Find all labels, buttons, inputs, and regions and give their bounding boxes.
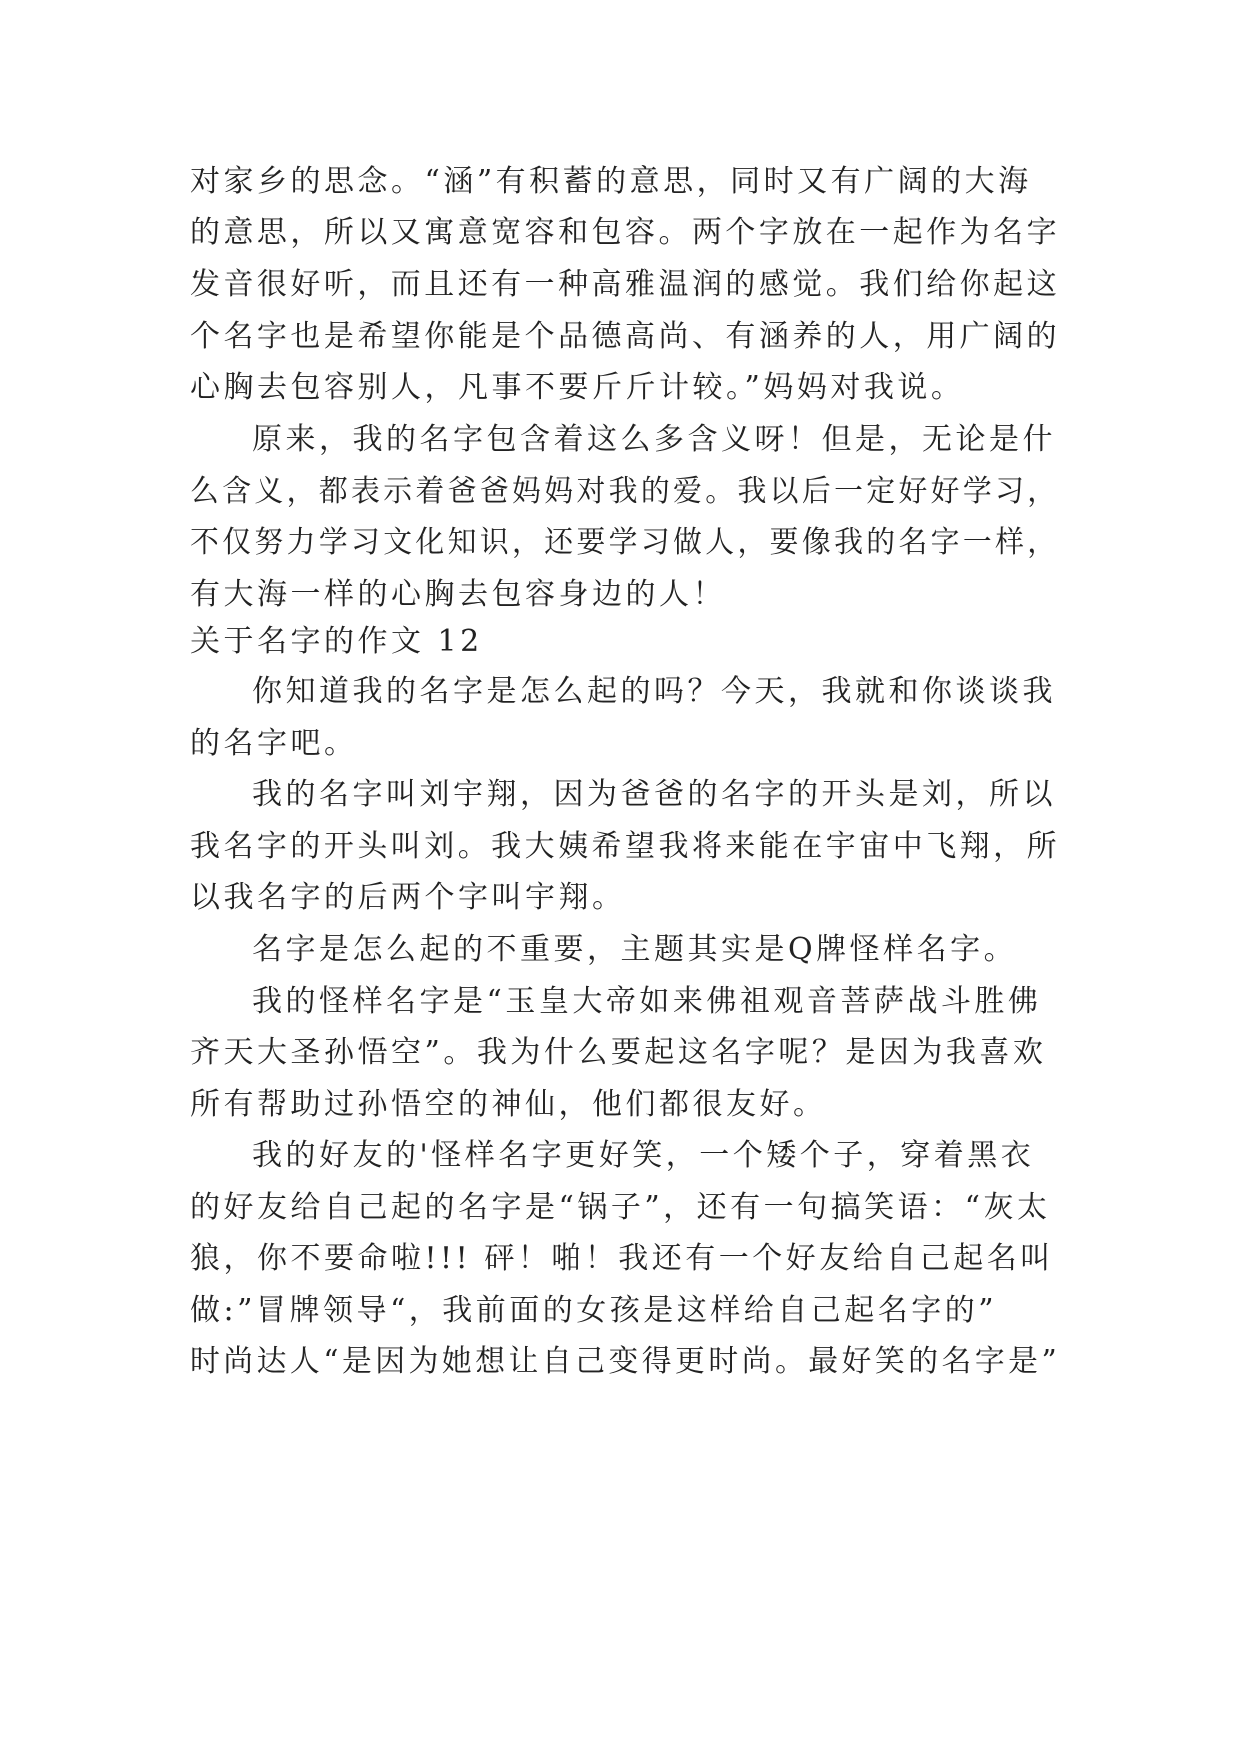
text-line: 时尚达人“是因为她想让自己变得更时尚。最好笑的名字是”	[190, 1344, 1061, 1379]
text-line: 狼，你不要命啦!!! 砰！啪！我还有一个好友给自己起名叫	[190, 1241, 1054, 1276]
text-line: 心胸去包容别人，凡事不要斤斤计较。”妈妈对我说。	[190, 370, 965, 405]
paragraph-first-line: 名字是怎么起的不重要，主题其实是Q牌怪样名字。	[252, 932, 1018, 967]
text-line: 齐天大圣孙悟空”。我为什么要起这名字呢？是因为我喜欢	[190, 1035, 1047, 1070]
text-line: 我名字的开头叫刘。我大姨希望我将来能在宇宙中飞翔，所	[190, 829, 1061, 864]
text-line: 不仅努力学习文化知识，还要学习做人，要像我的名字一样，	[190, 525, 1060, 560]
text-line: 的意思，所以又寓意宽容和包容。两个字放在一起作为名字	[190, 215, 1061, 250]
paragraph-first-line: 我的好友的'怪样名字更好笑，一个矮个子，穿着黑衣	[252, 1138, 1035, 1173]
text-line: 的名字吧。	[190, 726, 358, 761]
text-line: 发音很好听，而且还有一种高雅温润的感觉。我们给你起这	[190, 267, 1061, 302]
text-line: 所有帮助过孙悟空的神仙，他们都很友好。	[190, 1087, 827, 1122]
text-line: 做:”冒牌领导“，我前面的女孩是这样给自己起名字的”	[190, 1293, 998, 1328]
text-line: 以我名字的后两个字叫宇翔。	[190, 880, 626, 915]
paragraph-first-line: 你知道我的名字是怎么起的吗？今天，我就和你谈谈我	[252, 674, 1056, 709]
text-line: 么含义，都表示着爸爸妈妈对我的爱。我以后一定好好学习，	[190, 474, 1060, 509]
paragraph-first-line: 我的名字叫刘宇翔，因为爸爸的名字的开头是刘，所以	[252, 777, 1056, 812]
text-line: 的好友给自己起的名字是“锅子”，还有一句搞笑语：“灰太	[190, 1190, 1051, 1225]
text-line: 有大海一样的心胸去包容身边的人！	[190, 577, 726, 612]
section-heading: 关于名字的作文 12	[190, 624, 483, 659]
paragraph-first-line: 我的怪样名字是“玉皇大帝如来佛祖观音菩萨战斗胜佛	[252, 984, 1042, 1019]
paragraph-first-line: 原来，我的名字包含着这么多含义呀！但是，无论是什	[252, 422, 1056, 457]
text-line: 对家乡的思念。“涵”有积蓄的意思，同时又有广阔的大海	[190, 164, 1032, 199]
text-line: 个名字也是希望你能是个品德高尚、有涵养的人，用广阔的	[190, 319, 1061, 354]
